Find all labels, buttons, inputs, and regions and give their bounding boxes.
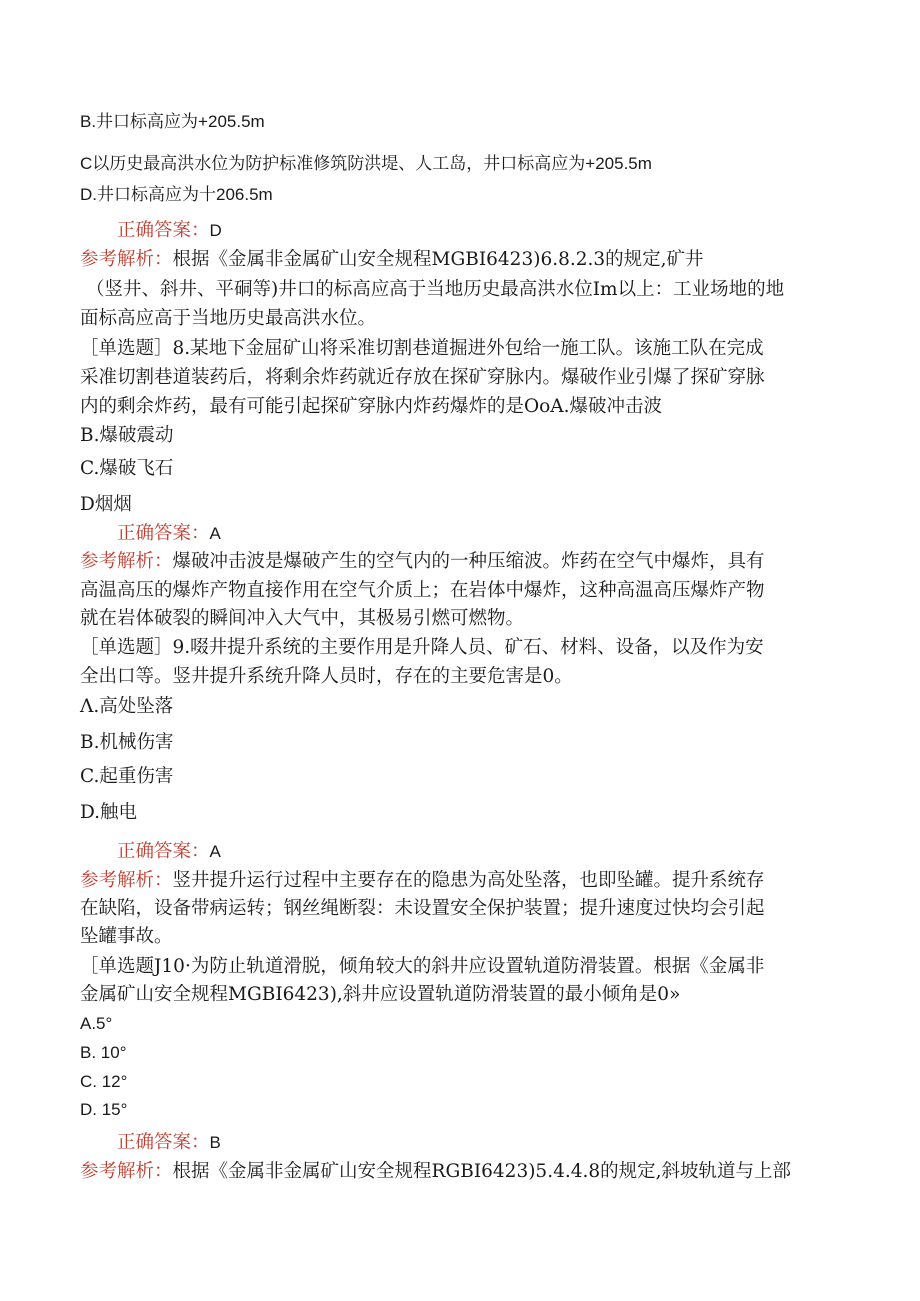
question-stem: ［单选题］8.某地下金屈矿山将采准切割巷道掘进外包给一施工队。该施工队在完成 bbox=[80, 338, 764, 359]
answer-label: 正确答案： bbox=[117, 220, 210, 241]
analysis-text: （竖井、斜井、平硐等)井口的标高应高于当地历史最高洪水位Im以上：工业场地的地 bbox=[86, 279, 785, 300]
analysis-label: 参考解析： bbox=[80, 1161, 173, 1182]
analysis-text: 竖井提升运行过程中主要存在的隐患为高处坠落，也即坠罐。提升系统存 bbox=[172, 870, 765, 891]
option-item: C.爆破飞石 bbox=[80, 458, 174, 479]
analysis-text: 坠罐事故。 bbox=[80, 926, 173, 947]
answer-label: 正确答案： bbox=[117, 1132, 210, 1153]
question-stem: ［单选题］9.啜井提升系统的主要作用是升降人员、矿石、材料、设备，以及作为安 bbox=[80, 637, 764, 658]
answer-value: D bbox=[209, 221, 222, 240]
analysis-label: 参考解析： bbox=[80, 870, 173, 891]
analysis-label: 参考解析： bbox=[80, 249, 173, 270]
answer-line bbox=[117, 1131, 221, 1155]
analysis-line bbox=[80, 1160, 791, 1184]
answer-value: B bbox=[209, 1133, 221, 1152]
analysis-text: 爆破冲击波是爆破产生的空气内的一种压缩波。炸药在空气中爆炸，具有 bbox=[172, 551, 765, 572]
answer-value: A bbox=[209, 842, 221, 861]
option-item: D.触电 bbox=[80, 802, 138, 823]
question-stem: ［单选题J10·为防止轨道滑脱，倾角较大的斜井应设置轨道防滑装置。根据《金属非 bbox=[80, 956, 765, 977]
analysis-line bbox=[80, 550, 765, 574]
option-c: C以历史最高洪水位为防护标准修筑防洪堤、人工岛，井口标高应为+205.5m bbox=[80, 154, 652, 173]
option-d: D.井口标高应为十206.5m bbox=[80, 185, 273, 204]
option-b: B.井口标高应为+205.5m bbox=[80, 112, 265, 131]
answer-line bbox=[117, 840, 221, 864]
option-item: Λ.高处坠落 bbox=[80, 696, 174, 717]
answer-label: 正确答案： bbox=[117, 841, 210, 862]
question-stem: 全出口等。竖井提升系统升降人员时，存在的主要危害是0。 bbox=[80, 666, 573, 687]
question-stem: 内的剩余炸药，最有可能引起探矿穿脉内炸药爆炸的是OoA.爆破冲击波 bbox=[80, 396, 663, 417]
analysis-text: 面标高应高于当地历史最高洪水位。 bbox=[80, 308, 377, 329]
answer-label: 正确答案： bbox=[117, 523, 210, 544]
analysis-text: 就在岩体破裂的瞬间冲入大气中，其极易引燃可燃物。 bbox=[80, 608, 525, 629]
analysis-line bbox=[80, 869, 765, 893]
option-item: B.爆破震动 bbox=[80, 425, 174, 446]
answer-line bbox=[117, 522, 221, 546]
question-stem: 金属矿山安全规程MGBI6423),斜井应设置轨道防滑装置的最小倾角是0» bbox=[80, 984, 681, 1005]
option-item: D. 15° bbox=[80, 1100, 128, 1119]
answer-line bbox=[117, 219, 222, 243]
option-item: C.起重伤害 bbox=[80, 766, 174, 787]
option-item: A.5° bbox=[80, 1014, 113, 1033]
question-stem: 采准切割巷道装药后，将剩余炸药就近存放在探矿穿脉内。爆破作业引爆了探矿穿脉 bbox=[80, 367, 765, 388]
option-item: B.机械伤害 bbox=[80, 732, 174, 753]
answer-value: A bbox=[209, 524, 221, 543]
analysis-text: 在缺陷，设备带病运转；钢丝绳断裂：未设置安全保护装置；提升速度过快均会引起 bbox=[80, 898, 765, 919]
option-item: C. 12° bbox=[80, 1072, 128, 1091]
analysis-text: 根据《金属非金属矿山安全规程RGBI6423)5.4.4.8的规定,斜坡轨道与上部 bbox=[172, 1161, 792, 1182]
option-item: B. 10° bbox=[80, 1043, 127, 1062]
option-item: D烟烟 bbox=[80, 494, 132, 515]
analysis-text: 高温高压的爆炸产物直接作用在空气介质上；在岩体中爆炸，这种高温高压爆炸产物 bbox=[80, 580, 765, 601]
analysis-line bbox=[80, 248, 704, 272]
analysis-label: 参考解析： bbox=[80, 551, 173, 572]
analysis-text: 根据《金属非金属矿山安全规程MGBI6423)6.8.2.3的规定,矿井 bbox=[172, 249, 704, 270]
